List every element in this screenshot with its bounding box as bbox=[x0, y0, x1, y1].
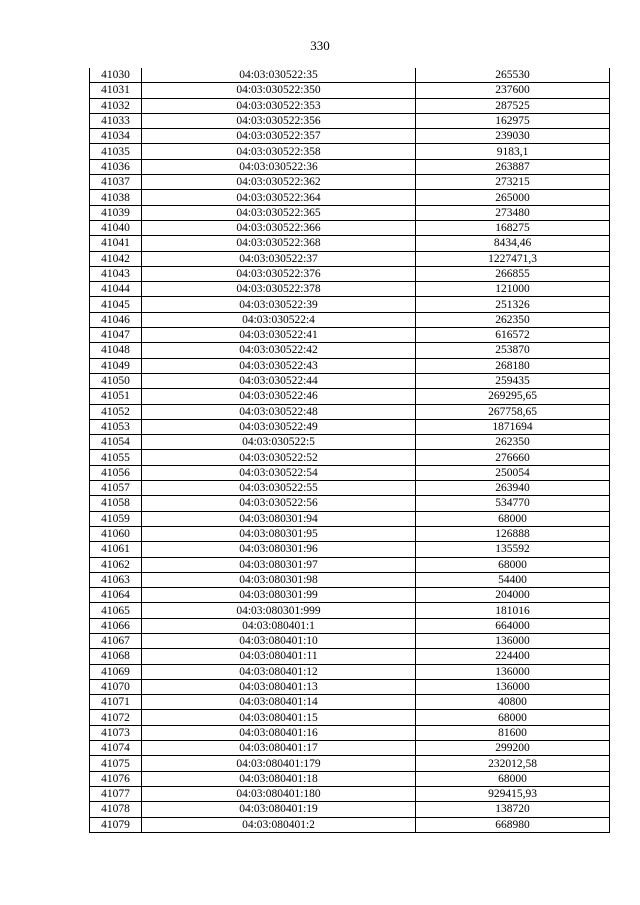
value-cell: 68000 bbox=[416, 557, 610, 572]
table-row bbox=[90, 618, 610, 633]
value-cell: 232012,58 bbox=[416, 756, 610, 771]
value-cell: 534770 bbox=[416, 496, 610, 511]
table-row bbox=[90, 419, 610, 434]
cadastral-number-cell: 04:03:080401:16 bbox=[142, 725, 416, 740]
value-cell: 135592 bbox=[416, 542, 610, 557]
value-cell: 54400 bbox=[416, 572, 610, 587]
page-number: 330 bbox=[310, 38, 330, 53]
value-cell: 136000 bbox=[416, 679, 610, 694]
table-row bbox=[90, 190, 610, 205]
row-number-cell: 41073 bbox=[90, 725, 142, 740]
table-row bbox=[90, 404, 610, 419]
cadastral-number-cell: 04:03:030522:55 bbox=[142, 481, 416, 496]
row-number-cell: 41040 bbox=[90, 220, 142, 235]
cadastral-number-cell: 04:03:030522:52 bbox=[142, 450, 416, 465]
value-cell: 136000 bbox=[416, 633, 610, 648]
row-number-cell: 41030 bbox=[90, 68, 142, 83]
table-row bbox=[90, 175, 610, 190]
table-row bbox=[90, 68, 610, 83]
value-cell: 162975 bbox=[416, 113, 610, 128]
value-cell: 1227471,3 bbox=[416, 251, 610, 266]
table-row bbox=[90, 389, 610, 404]
cadastral-number-cell: 04:03:030522:54 bbox=[142, 465, 416, 480]
row-number-cell: 41047 bbox=[90, 328, 142, 343]
value-cell: 224400 bbox=[416, 649, 610, 664]
row-number-cell: 41033 bbox=[90, 113, 142, 128]
row-number-cell: 41041 bbox=[90, 236, 142, 251]
cadastral-number-cell: 04:03:030522:42 bbox=[142, 343, 416, 358]
cadastral-number-cell: 04:03:080301:999 bbox=[142, 603, 416, 618]
value-cell: 239030 bbox=[416, 129, 610, 144]
table-row bbox=[90, 481, 610, 496]
cadastral-number-cell: 04:03:080401:14 bbox=[142, 695, 416, 710]
value-cell: 138720 bbox=[416, 802, 610, 817]
value-cell: 68000 bbox=[416, 771, 610, 786]
table-row bbox=[90, 328, 610, 343]
value-cell: 237600 bbox=[416, 83, 610, 98]
row-number-cell: 41034 bbox=[90, 129, 142, 144]
cadastral-number-cell: 04:03:030522:357 bbox=[142, 129, 416, 144]
row-number-cell: 41061 bbox=[90, 542, 142, 557]
table-row bbox=[90, 756, 610, 771]
table-row bbox=[90, 771, 610, 786]
table-row bbox=[90, 557, 610, 572]
row-number-cell: 41058 bbox=[90, 496, 142, 511]
row-number-cell: 41077 bbox=[90, 786, 142, 801]
value-cell: 267758,65 bbox=[416, 404, 610, 419]
value-cell: 269295,65 bbox=[416, 389, 610, 404]
cadastral-number-cell: 04:03:030522:43 bbox=[142, 358, 416, 373]
row-number-cell: 41031 bbox=[90, 83, 142, 98]
table-row bbox=[90, 695, 610, 710]
value-cell: 121000 bbox=[416, 282, 610, 297]
table-row bbox=[90, 450, 610, 465]
table-row bbox=[90, 633, 610, 648]
value-cell: 273215 bbox=[416, 175, 610, 190]
table-row bbox=[90, 588, 610, 603]
cadastral-number-cell: 04:03:080401:2 bbox=[142, 817, 416, 832]
value-cell: 126888 bbox=[416, 526, 610, 541]
cadastral-number-cell: 04:03:080401:15 bbox=[142, 710, 416, 725]
table-row bbox=[90, 679, 610, 694]
table-row bbox=[90, 542, 610, 557]
table-row bbox=[90, 113, 610, 128]
row-number-cell: 41037 bbox=[90, 175, 142, 190]
row-number-cell: 41052 bbox=[90, 404, 142, 419]
cadastral-number-cell: 04:03:080401:180 bbox=[142, 786, 416, 801]
cadastral-number-cell: 04:03:030522:366 bbox=[142, 220, 416, 235]
row-number-cell: 41065 bbox=[90, 603, 142, 618]
cadastral-number-cell: 04:03:030522:46 bbox=[142, 389, 416, 404]
table-row bbox=[90, 741, 610, 756]
table-row bbox=[90, 98, 610, 113]
row-number-cell: 41078 bbox=[90, 802, 142, 817]
table-row bbox=[90, 802, 610, 817]
row-number-cell: 41042 bbox=[90, 251, 142, 266]
table-row bbox=[90, 144, 610, 159]
row-number-cell: 41051 bbox=[90, 389, 142, 404]
row-number-cell: 41072 bbox=[90, 710, 142, 725]
cadastral-number-cell: 04:03:080301:98 bbox=[142, 572, 416, 587]
row-number-cell: 41048 bbox=[90, 343, 142, 358]
row-number-cell: 41064 bbox=[90, 588, 142, 603]
value-cell: 204000 bbox=[416, 588, 610, 603]
row-number-cell: 41079 bbox=[90, 817, 142, 832]
table-row bbox=[90, 725, 610, 740]
value-cell: 268180 bbox=[416, 358, 610, 373]
table-row bbox=[90, 159, 610, 174]
row-number-cell: 41039 bbox=[90, 205, 142, 220]
value-cell: 40800 bbox=[416, 695, 610, 710]
cadastral-number-cell: 04:03:030522:364 bbox=[142, 190, 416, 205]
value-cell: 263887 bbox=[416, 159, 610, 174]
row-number-cell: 41035 bbox=[90, 144, 142, 159]
cadastral-number-cell: 04:03:030522:365 bbox=[142, 205, 416, 220]
row-number-cell: 41060 bbox=[90, 526, 142, 541]
table-row bbox=[90, 282, 610, 297]
row-number-cell: 41050 bbox=[90, 373, 142, 388]
value-cell: 136000 bbox=[416, 664, 610, 679]
table-row bbox=[90, 297, 610, 312]
row-number-cell: 41066 bbox=[90, 618, 142, 633]
table-body bbox=[90, 68, 610, 832]
value-cell: 259435 bbox=[416, 373, 610, 388]
table-row bbox=[90, 220, 610, 235]
row-number-cell: 41036 bbox=[90, 159, 142, 174]
table-row bbox=[90, 603, 610, 618]
value-cell: 68000 bbox=[416, 511, 610, 526]
row-number-cell: 41074 bbox=[90, 741, 142, 756]
table-row bbox=[90, 511, 610, 526]
row-number-cell: 41075 bbox=[90, 756, 142, 771]
cadastral-number-cell: 04:03:030522:44 bbox=[142, 373, 416, 388]
cadastral-number-cell: 04:03:080401:179 bbox=[142, 756, 416, 771]
cadastral-number-cell: 04:03:080301:97 bbox=[142, 557, 416, 572]
table-row bbox=[90, 710, 610, 725]
table-row bbox=[90, 465, 610, 480]
value-cell: 251326 bbox=[416, 297, 610, 312]
row-number-cell: 41055 bbox=[90, 450, 142, 465]
cadastral-number-cell: 04:03:030522:353 bbox=[142, 98, 416, 113]
table-row bbox=[90, 83, 610, 98]
cadastral-number-cell: 04:03:080401:17 bbox=[142, 741, 416, 756]
table-row bbox=[90, 572, 610, 587]
value-cell: 250054 bbox=[416, 465, 610, 480]
cadastral-number-cell: 04:03:080401:18 bbox=[142, 771, 416, 786]
table-row bbox=[90, 526, 610, 541]
cadastral-number-cell: 04:03:030522:36 bbox=[142, 159, 416, 174]
value-cell: 265000 bbox=[416, 190, 610, 205]
cadastral-number-cell: 04:03:030522:49 bbox=[142, 419, 416, 434]
cadastral-number-cell: 04:03:030522:350 bbox=[142, 83, 416, 98]
row-number-cell: 41057 bbox=[90, 481, 142, 496]
value-cell: 168275 bbox=[416, 220, 610, 235]
cadastral-number-cell: 04:03:080401:13 bbox=[142, 679, 416, 694]
cadastral-number-cell: 04:03:030522:378 bbox=[142, 282, 416, 297]
cadastral-number-cell: 04:03:030522:358 bbox=[142, 144, 416, 159]
cadastral-number-cell: 04:03:030522:56 bbox=[142, 496, 416, 511]
row-number-cell: 41045 bbox=[90, 297, 142, 312]
cadastral-number-cell: 04:03:080401:1 bbox=[142, 618, 416, 633]
table-row bbox=[90, 373, 610, 388]
value-cell: 266855 bbox=[416, 266, 610, 281]
row-number-cell: 41044 bbox=[90, 282, 142, 297]
value-cell: 299200 bbox=[416, 741, 610, 756]
value-cell: 273480 bbox=[416, 205, 610, 220]
value-cell: 81600 bbox=[416, 725, 610, 740]
value-cell: 253870 bbox=[416, 343, 610, 358]
cadastral-number-cell: 04:03:030522:39 bbox=[142, 297, 416, 312]
value-cell: 668980 bbox=[416, 817, 610, 832]
cadastral-number-cell: 04:03:030522:376 bbox=[142, 266, 416, 281]
row-number-cell: 41059 bbox=[90, 511, 142, 526]
value-cell: 8434,46 bbox=[416, 236, 610, 251]
table-row bbox=[90, 266, 610, 281]
cadastral-number-cell: 04:03:080401:12 bbox=[142, 664, 416, 679]
value-cell: 263940 bbox=[416, 481, 610, 496]
cadastral-number-cell: 04:03:030522:48 bbox=[142, 404, 416, 419]
cadastral-number-cell: 04:03:080401:10 bbox=[142, 633, 416, 648]
value-cell: 929415,93 bbox=[416, 786, 610, 801]
row-number-cell: 41032 bbox=[90, 98, 142, 113]
value-cell: 68000 bbox=[416, 710, 610, 725]
table-row bbox=[90, 649, 610, 664]
cadastral-number-cell: 04:03:080301:96 bbox=[142, 542, 416, 557]
value-cell: 265530 bbox=[416, 68, 610, 83]
value-cell: 616572 bbox=[416, 328, 610, 343]
value-cell: 181016 bbox=[416, 603, 610, 618]
row-number-cell: 41071 bbox=[90, 695, 142, 710]
table-row bbox=[90, 205, 610, 220]
table-row bbox=[90, 664, 610, 679]
value-cell: 262350 bbox=[416, 312, 610, 327]
value-cell: 9183,1 bbox=[416, 144, 610, 159]
table-row bbox=[90, 817, 610, 832]
row-number-cell: 41076 bbox=[90, 771, 142, 786]
row-number-cell: 41069 bbox=[90, 664, 142, 679]
cadastral-number-cell: 04:03:080301:95 bbox=[142, 526, 416, 541]
value-cell: 287525 bbox=[416, 98, 610, 113]
cadastral-value-table bbox=[89, 68, 610, 833]
table-row bbox=[90, 358, 610, 373]
row-number-cell: 41054 bbox=[90, 435, 142, 450]
row-number-cell: 41043 bbox=[90, 266, 142, 281]
cadastral-number-cell: 04:03:030522:4 bbox=[142, 312, 416, 327]
table-row bbox=[90, 786, 610, 801]
cadastral-number-cell: 04:03:030522:356 bbox=[142, 113, 416, 128]
cadastral-number-cell: 04:03:080401:19 bbox=[142, 802, 416, 817]
value-cell: 1871694 bbox=[416, 419, 610, 434]
row-number-cell: 41038 bbox=[90, 190, 142, 205]
table-row bbox=[90, 343, 610, 358]
table-row bbox=[90, 251, 610, 266]
row-number-cell: 41056 bbox=[90, 465, 142, 480]
row-number-cell: 41053 bbox=[90, 419, 142, 434]
cadastral-number-cell: 04:03:030522:5 bbox=[142, 435, 416, 450]
row-number-cell: 41062 bbox=[90, 557, 142, 572]
cadastral-number-cell: 04:03:080301:99 bbox=[142, 588, 416, 603]
value-cell: 664000 bbox=[416, 618, 610, 633]
table-row bbox=[90, 496, 610, 511]
table-row bbox=[90, 435, 610, 450]
row-number-cell: 41067 bbox=[90, 633, 142, 648]
cadastral-number-cell: 04:03:030522:41 bbox=[142, 328, 416, 343]
cadastral-number-cell: 04:03:030522:362 bbox=[142, 175, 416, 190]
table-row bbox=[90, 129, 610, 144]
row-number-cell: 41068 bbox=[90, 649, 142, 664]
row-number-cell: 41049 bbox=[90, 358, 142, 373]
row-number-cell: 41063 bbox=[90, 572, 142, 587]
cadastral-number-cell: 04:03:080301:94 bbox=[142, 511, 416, 526]
row-number-cell: 41070 bbox=[90, 679, 142, 694]
value-cell: 276660 bbox=[416, 450, 610, 465]
value-cell: 262350 bbox=[416, 435, 610, 450]
cadastral-number-cell: 04:03:030522:37 bbox=[142, 251, 416, 266]
cadastral-number-cell: 04:03:030522:368 bbox=[142, 236, 416, 251]
cadastral-number-cell: 04:03:030522:35 bbox=[142, 68, 416, 83]
table-row bbox=[90, 236, 610, 251]
table-row bbox=[90, 312, 610, 327]
cadastral-number-cell: 04:03:080401:11 bbox=[142, 649, 416, 664]
row-number-cell: 41046 bbox=[90, 312, 142, 327]
